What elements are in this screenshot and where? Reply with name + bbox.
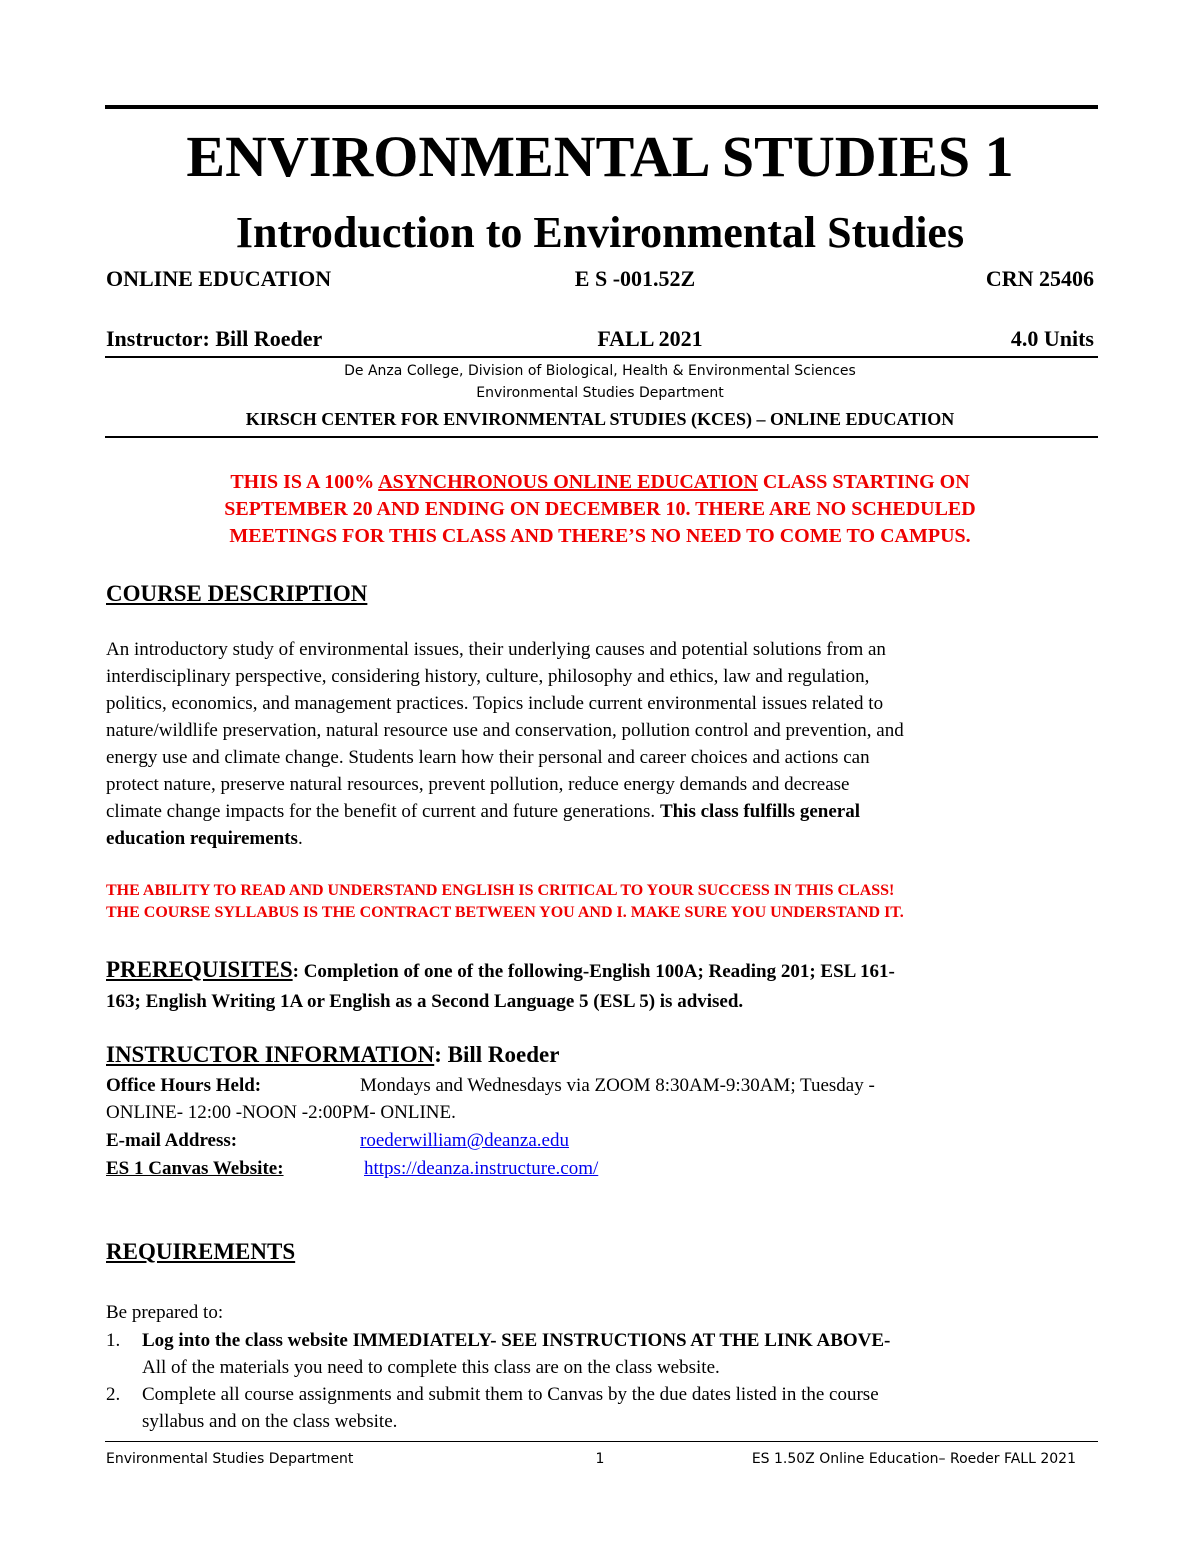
requirement-number: 1.	[106, 1330, 121, 1351]
requirement-item-2: Complete all course assignments and submit them to Canvas by the due dates listed in the course	[142, 1384, 879, 1405]
notice-line-1	[0, 470, 1200, 494]
crn-number: CRN 25406	[985, 266, 1094, 291]
department: Environmental Studies Department	[476, 385, 724, 401]
requirement-item-1-cont: All of the materials you need to complete this class are on the class website.	[142, 1357, 720, 1378]
notice-asynchronous: ASYNCHRONOUS ONLINE EDUCATION	[378, 471, 758, 493]
description-line: politics, economics, and management practices. Topics include current environmental issues related to	[106, 693, 884, 714]
course-description-heading: COURSE DESCRIPTION	[106, 581, 368, 606]
course-subtitle: Introduction to Environmental Studies	[235, 208, 965, 257]
prerequisites	[106, 955, 895, 1017]
requirement-number: 2.	[106, 1384, 121, 1405]
prerequisites-line-2: 163; English Writing 1A or English as a Second Language 5 (ESL 5) is advised.	[106, 991, 744, 1012]
prerequisites-text-1: : Completion of one of the following-English 100A; Reading 201; ESL 161-	[292, 961, 895, 982]
description-line	[106, 798, 904, 825]
description-line: An introductory study of environmental issues, their underlying causes and potential solutions from an	[106, 639, 886, 660]
ge-note-bold-2: education requirements	[106, 828, 298, 849]
footer-course-info: ES 1.50Z Online Education– Roeder FALL 2021	[751, 1451, 1076, 1467]
units: 4.0 Units	[1010, 326, 1094, 351]
description-period: .	[297, 828, 303, 849]
course-description-body	[106, 636, 904, 852]
footer-department: Environmental Studies Department	[106, 1451, 354, 1467]
page-number: 1	[595, 1451, 605, 1467]
college-division: De Anza College, Division of Biological, Health & Environmental Sciences	[344, 363, 856, 379]
office-hours-value: Mondays and Wednesdays via ZOOM 8:30AM-9:30AM; Tuesday -	[360, 1075, 875, 1096]
instructor-name: : Bill Roeder	[434, 1042, 560, 1067]
top-rule	[105, 105, 1098, 109]
requirement-item-1: Log into the class website IMMEDIATELY- SEE INSTRUCTIONS AT THE LINK ABOVE-	[142, 1330, 891, 1351]
office-hours-label: Office Hours Held:	[106, 1075, 262, 1096]
description-line: protect nature, preserve natural resources, prevent pollution, reduce energy demands and decrease	[106, 774, 850, 795]
course-title: ENVIRONMENTAL STUDIES 1	[186, 124, 1014, 189]
requirements-heading: REQUIREMENTS	[106, 1239, 296, 1264]
requirement-item-2-cont: syllabus and on the class website.	[142, 1411, 398, 1432]
description-line: energy use and climate change. Students learn how their personal and career choices and actions can	[106, 747, 870, 768]
notice-line-2: SEPTEMBER 20 AND ENDING ON DECEMBER 10. THERE ARE NO SCHEDULED	[224, 498, 976, 520]
syllabus-contract-warning: THE COURSE SYLLABUS IS THE CONTRACT BETWEEN YOU AND I. MAKE SURE YOU UNDERSTAND IT.	[106, 904, 904, 921]
description-plain: climate change impacts for the benefit of current and future generations.	[106, 801, 660, 822]
kirsch-rule	[105, 436, 1098, 438]
description-line: nature/wildlife preservation, natural resource use and conservation, pollution control and prevention, and	[106, 720, 904, 741]
delivery-mode: ONLINE EDUCATION	[106, 266, 332, 291]
prerequisites-heading: PREREQUISITES	[106, 957, 293, 982]
office-hours-value-cont: ONLINE- 12:00 -NOON -2:00PM- ONLINE.	[106, 1102, 456, 1123]
kirsch-center: KIRSCH CENTER FOR ENVIRONMENTAL STUDIES (KCES) – ONLINE EDUCATION	[245, 409, 955, 429]
instructor-info-heading: INSTRUCTOR INFORMATION	[106, 1042, 435, 1067]
email-link[interactable]: roederwilliam@deanza.edu	[360, 1130, 569, 1151]
header-rule	[105, 356, 1098, 358]
notice-text-b: CLASS STARTING ON	[757, 471, 970, 493]
term: FALL 2021	[597, 326, 703, 351]
instructor-info-heading-row	[106, 1040, 559, 1070]
instructor-label: Instructor: Bill Roeder	[106, 326, 323, 351]
english-warning: THE ABILITY TO READ AND UNDERSTAND ENGLISH IS CRITICAL TO YOUR SUCCESS IN THIS CLASS!	[106, 882, 895, 899]
canvas-website-link[interactable]: https://deanza.instructure.com/	[364, 1158, 599, 1179]
footer-rule	[105, 1441, 1098, 1442]
canvas-website-label: ES 1 Canvas Website:	[106, 1158, 284, 1179]
notice-line-3: MEETINGS FOR THIS CLASS AND THERE’S NO NEED TO COME TO CAMPUS.	[229, 525, 971, 547]
requirements-intro: Be prepared to:	[106, 1302, 224, 1323]
ge-note-bold: This class fulfills general	[659, 801, 860, 822]
course-section: E S -001.52Z	[574, 266, 696, 291]
description-line	[106, 825, 904, 852]
notice-text-a: THIS IS A 100%	[230, 471, 379, 493]
email-label: E-mail Address:	[106, 1130, 238, 1151]
description-line: interdisciplinary perspective, considering history, culture, philosophy and ethics, law and regulation,	[106, 666, 870, 687]
prerequisites-line-1	[106, 955, 895, 987]
